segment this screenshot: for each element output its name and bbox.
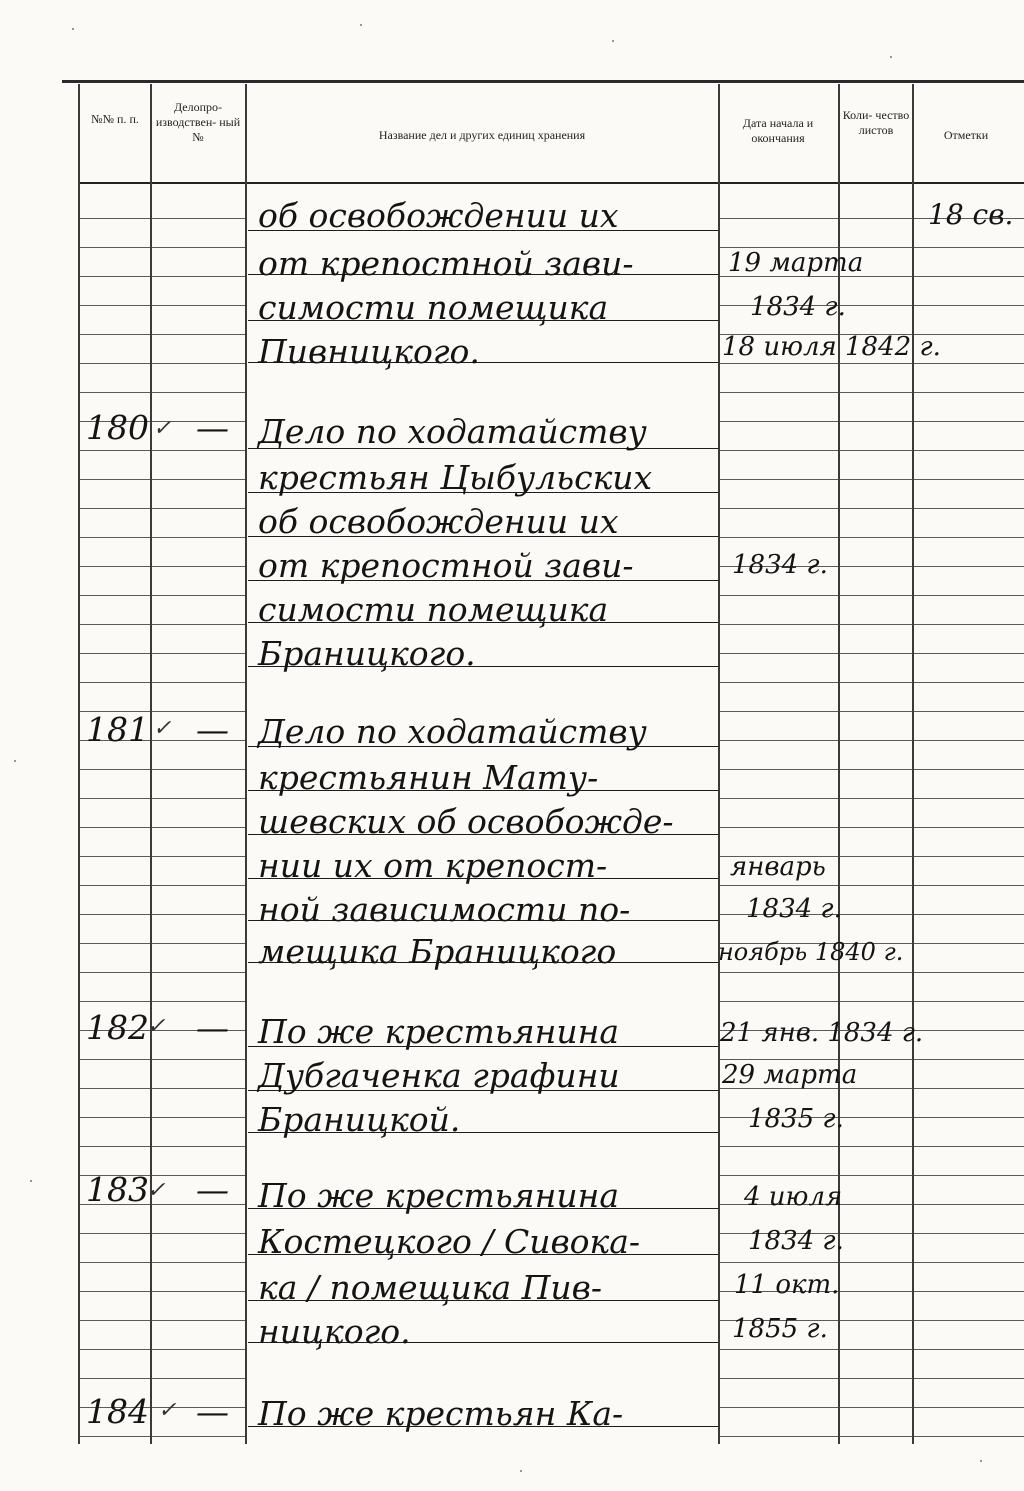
grid-line (720, 508, 838, 509)
grid-line (152, 943, 245, 944)
title-line: Дубгаченка графини (258, 1056, 620, 1095)
grid-line (152, 450, 245, 451)
grid-line (720, 392, 838, 393)
grid-line (80, 276, 150, 277)
paper-speck (30, 1180, 32, 1182)
grid-line (80, 885, 150, 886)
grid-line (840, 856, 912, 857)
grid-line (720, 653, 838, 654)
paper-speck (14, 760, 16, 762)
grid-line (80, 247, 150, 248)
grid-line (914, 1320, 1024, 1321)
top-rule (62, 80, 1024, 83)
ditto-dash: — (196, 408, 229, 447)
grid-line (80, 682, 150, 683)
header-office-num: Делопро- изводствен- ный № (155, 100, 241, 144)
grid-line (80, 1291, 150, 1292)
grid-line (914, 1030, 1024, 1031)
grid-line (80, 798, 150, 799)
ditto-dash: — (196, 1008, 229, 1047)
grid-line (80, 1146, 150, 1147)
grid-line (152, 798, 245, 799)
grid-line (914, 276, 1024, 277)
grid-line (152, 624, 245, 625)
grid-line (840, 740, 912, 741)
title-line: По же крестьянина (258, 1176, 620, 1215)
title-line: от крепостной зави- (258, 244, 634, 283)
grid-line (720, 479, 838, 480)
date-line: 21 янв. 1834 г. (720, 1018, 924, 1048)
title-line: от крепостной зави- (258, 546, 634, 585)
grid-line (80, 595, 150, 596)
record-number: 181 (86, 710, 149, 749)
grid-line (720, 1001, 838, 1002)
grid-line (152, 305, 245, 306)
grid-line (80, 653, 150, 654)
column-divider (912, 84, 914, 1444)
grid-line (152, 1436, 245, 1437)
grid-line (914, 1204, 1024, 1205)
grid-line (914, 1146, 1024, 1147)
date-line: 18 июля 1842 г. (722, 332, 941, 362)
grid-line (80, 943, 150, 944)
paper-speck (890, 56, 892, 58)
header-sheets: Коли- чество листов (842, 108, 910, 137)
title-line: Костецкого / Сивока- (258, 1222, 641, 1261)
grid-line (152, 218, 245, 219)
grid-line (914, 1059, 1024, 1060)
grid-line (80, 1320, 150, 1321)
grid-line (80, 479, 150, 480)
grid-line (840, 392, 912, 393)
grid-line (152, 972, 245, 973)
check-mark: ✓ (158, 1398, 177, 1423)
grid-line (840, 624, 912, 625)
paper-speck (520, 1470, 522, 1472)
grid-line (914, 885, 1024, 886)
grid-line (80, 218, 150, 219)
grid-line (80, 972, 150, 973)
grid-line (840, 363, 912, 364)
grid-line (80, 508, 150, 509)
grid-line (720, 1146, 838, 1147)
grid-line (840, 1146, 912, 1147)
title-line: шевских об освобожде- (258, 802, 674, 841)
grid-line (152, 247, 245, 248)
grid-line (80, 537, 150, 538)
grid-line (152, 827, 245, 828)
grid-line (720, 972, 838, 973)
grid-line (840, 508, 912, 509)
grid-line (840, 885, 912, 886)
grid-line (914, 1262, 1024, 1263)
grid-line (840, 421, 912, 422)
grid-line (720, 885, 838, 886)
grid-line (840, 218, 912, 219)
grid-line (80, 1117, 150, 1118)
grid-line (720, 624, 838, 625)
ditto-dash: — (196, 710, 229, 749)
column-divider (78, 84, 80, 1444)
record-number: 180 (86, 408, 149, 447)
date-line: 11 окт. (734, 1270, 840, 1300)
grid-line (840, 798, 912, 799)
grid-line (840, 1204, 912, 1205)
grid-line (720, 537, 838, 538)
grid-line (840, 1349, 912, 1350)
header-title: Название дел и других единиц хранения (378, 128, 586, 142)
record-number: 184 (86, 1392, 149, 1431)
paper-speck (980, 1460, 982, 1462)
title-line: нии их от крепост- (258, 846, 608, 885)
grid-line (914, 682, 1024, 683)
grid-line (720, 1436, 838, 1437)
date-line: ноябрь 1840 г. (718, 938, 904, 966)
grid-line (914, 363, 1024, 364)
check-mark: ✓ (153, 716, 172, 741)
column-divider (718, 84, 720, 1444)
grid-line (720, 1349, 838, 1350)
grid-line (914, 740, 1024, 741)
grid-line (720, 595, 838, 596)
ditto-dash: — (196, 1392, 229, 1431)
grid-line (914, 1088, 1024, 1089)
grid-line (152, 1059, 245, 1060)
grid-line (840, 1378, 912, 1379)
grid-line (80, 827, 150, 828)
grid-line (720, 740, 838, 741)
date-line: 19 марта (728, 248, 864, 278)
title-line: ной зависимости по- (258, 890, 631, 929)
grid-line (152, 1001, 245, 1002)
grid-line (80, 450, 150, 451)
grid-line (720, 711, 838, 712)
grid-line (914, 450, 1024, 451)
grid-line (80, 305, 150, 306)
grid-line (840, 1320, 912, 1321)
grid-line (720, 1262, 838, 1263)
grid-line (914, 392, 1024, 393)
grid-line (80, 1088, 150, 1089)
title-line: симости помещика (258, 590, 609, 629)
grid-line (914, 972, 1024, 973)
grid-line (914, 1291, 1024, 1292)
paper-speck (72, 28, 74, 30)
grid-line (152, 682, 245, 683)
grid-line (152, 508, 245, 509)
grid-line (914, 421, 1024, 422)
check-mark: ✓ (147, 1178, 166, 1203)
grid-line (840, 1117, 912, 1118)
grid-line (80, 363, 150, 364)
grid-line (840, 305, 912, 306)
grid-line (152, 537, 245, 538)
title-line: Дело по ходатайству (258, 412, 647, 451)
title-line: По же крестьян Ка- (258, 1394, 624, 1433)
grid-line (80, 1001, 150, 1002)
record-note: 18 св. (928, 198, 1014, 231)
grid-line (720, 421, 838, 422)
grid-line (152, 566, 245, 567)
grid-line (914, 769, 1024, 770)
grid-line (80, 392, 150, 393)
grid-line (720, 827, 838, 828)
title-line: Дело по ходатайству (258, 712, 647, 751)
title-line: крестьян Цыбульских (258, 458, 653, 497)
grid-line (914, 566, 1024, 567)
grid-line (840, 595, 912, 596)
grid-line (914, 1233, 1024, 1234)
title-line: крестьянин Мату- (258, 758, 599, 797)
title-line: об освобождении их (258, 502, 619, 541)
grid-line (840, 972, 912, 973)
grid-line (720, 1378, 838, 1379)
date-line: январь (730, 852, 826, 882)
grid-line (80, 914, 150, 915)
title-line: Браницкой. (258, 1100, 461, 1139)
grid-line (840, 653, 912, 654)
grid-line (840, 479, 912, 480)
grid-line (80, 334, 150, 335)
grid-line (80, 566, 150, 567)
grid-line (914, 711, 1024, 712)
grid-line (152, 1088, 245, 1089)
grid-line (840, 1436, 912, 1437)
grid-line (914, 1117, 1024, 1118)
ditto-dash: — (196, 1170, 229, 1209)
grid-line (840, 1001, 912, 1002)
grid-line (914, 537, 1024, 538)
grid-line (152, 1320, 245, 1321)
title-line: об освобождении их (258, 196, 619, 235)
grid-line (152, 1378, 245, 1379)
title-line: Браницкого. (258, 634, 476, 673)
grid-line (914, 1407, 1024, 1408)
grid-line (80, 624, 150, 625)
grid-line (840, 450, 912, 451)
paper-speck (612, 40, 614, 42)
grid-line (840, 1291, 912, 1292)
grid-line (840, 769, 912, 770)
grid-line (720, 1175, 838, 1176)
grid-line (914, 914, 1024, 915)
grid-line (720, 769, 838, 770)
grid-line (914, 943, 1024, 944)
grid-line (840, 1407, 912, 1408)
header-num: №№ п. п. (91, 112, 139, 126)
grid-line (80, 1378, 150, 1379)
grid-line (152, 885, 245, 886)
header-dates: Дата начала и окончания (742, 116, 814, 145)
grid-line (152, 1349, 245, 1350)
date-line: 29 марта (722, 1060, 858, 1090)
grid-line (152, 653, 245, 654)
grid-line (840, 914, 912, 915)
grid-line (152, 276, 245, 277)
grid-line (914, 1436, 1024, 1437)
grid-line (840, 827, 912, 828)
grid-line (840, 711, 912, 712)
grid-line (80, 1059, 150, 1060)
grid-line (152, 914, 245, 915)
date-line: 1834 г. (748, 1226, 844, 1256)
grid-line (914, 595, 1024, 596)
grid-line (914, 1349, 1024, 1350)
grid-line (152, 392, 245, 393)
title-line: Пивницкого. (258, 332, 480, 371)
grid-line (152, 1291, 245, 1292)
grid-line (720, 450, 838, 451)
record-number: 182 (86, 1008, 149, 1047)
date-line: 1834 г. (750, 292, 846, 322)
grid-line (914, 624, 1024, 625)
title-line: симости помещика (258, 288, 609, 327)
grid-line (80, 1233, 150, 1234)
check-mark: ✓ (153, 416, 172, 441)
grid-line (720, 363, 838, 364)
grid-line (840, 682, 912, 683)
grid-line (152, 479, 245, 480)
date-line: 1834 г. (746, 894, 842, 924)
date-line: 1835 г. (748, 1104, 844, 1134)
grid-line (840, 1233, 912, 1234)
grid-line (914, 653, 1024, 654)
grid-line (152, 1146, 245, 1147)
paper-speck (360, 24, 362, 26)
grid-line (152, 1262, 245, 1263)
date-line: 4 июля (744, 1182, 843, 1212)
header-notes: Отметки (943, 128, 989, 142)
title-line: По же крестьянина (258, 1012, 620, 1051)
date-line: 1834 г. (732, 550, 828, 580)
grid-line (80, 856, 150, 857)
date-line: 1855 г. (732, 1314, 828, 1344)
grid-line (914, 1175, 1024, 1176)
column-divider (245, 84, 247, 1444)
record-number: 183 (86, 1170, 149, 1209)
title-line: ка / помещика Пив- (258, 1268, 603, 1307)
grid-line (720, 798, 838, 799)
grid-line (80, 769, 150, 770)
header-bottom-rule (78, 182, 1024, 184)
grid-line (720, 218, 838, 219)
grid-line (152, 1117, 245, 1118)
title-line: мещика Браницкого (258, 932, 617, 971)
grid-line (152, 334, 245, 335)
grid-line (914, 247, 1024, 248)
grid-line (152, 595, 245, 596)
title-line: ницкого. (258, 1312, 411, 1351)
grid-line (914, 1001, 1024, 1002)
grid-line (80, 1436, 150, 1437)
grid-line (914, 1378, 1024, 1379)
grid-line (152, 363, 245, 364)
grid-line (720, 682, 838, 683)
grid-line (840, 1262, 912, 1263)
grid-line (720, 1407, 838, 1408)
grid-line (914, 479, 1024, 480)
grid-line (80, 1349, 150, 1350)
grid-line (840, 566, 912, 567)
grid-line (840, 537, 912, 538)
grid-line (914, 798, 1024, 799)
grid-line (914, 856, 1024, 857)
grid-line (914, 305, 1024, 306)
check-mark: ✓ (147, 1014, 166, 1039)
grid-line (914, 508, 1024, 509)
grid-line (152, 1233, 245, 1234)
grid-line (80, 1262, 150, 1263)
grid-line (914, 827, 1024, 828)
column-divider (150, 84, 152, 1444)
grid-line (840, 1175, 912, 1176)
grid-line (152, 769, 245, 770)
grid-line (152, 856, 245, 857)
